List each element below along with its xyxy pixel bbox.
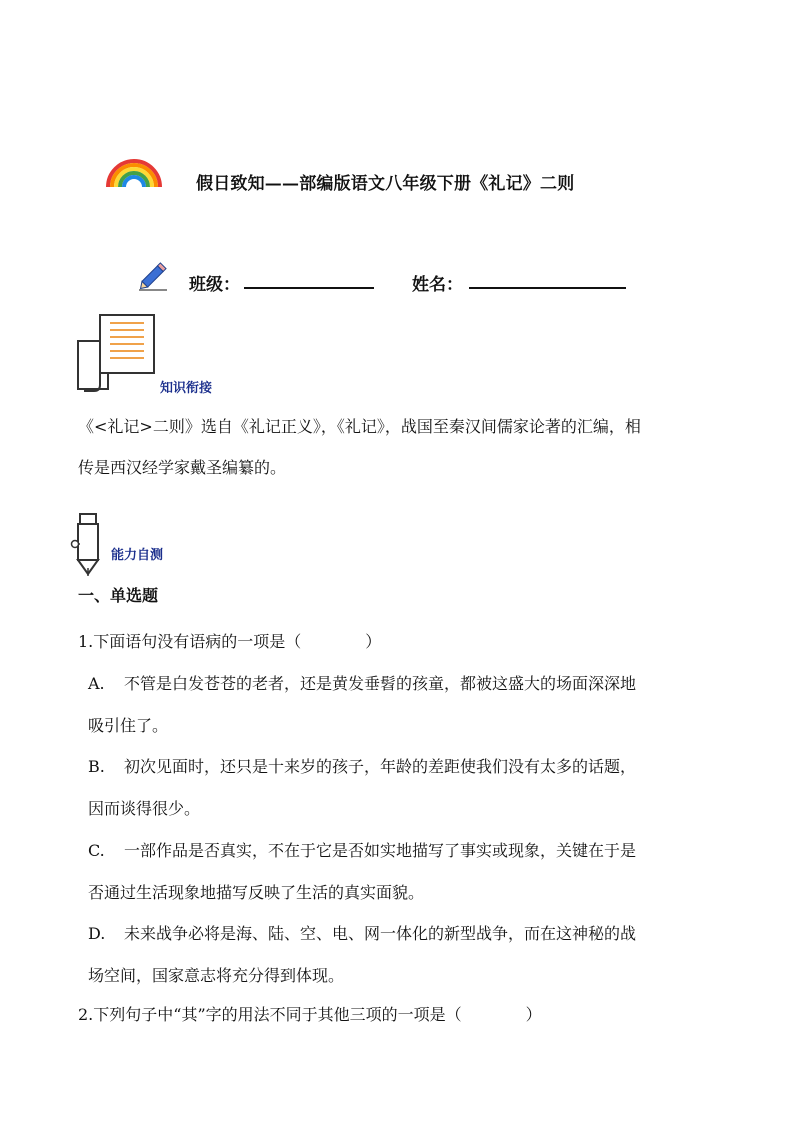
option-c-cont: 否通过生活现象地描写反映了生活的真实面貌。	[88, 883, 425, 902]
scroll-icon	[74, 313, 158, 393]
knowledge-text-line2: 传是西汉经学家戴圣编纂的。	[78, 458, 287, 477]
option-b-cont: 因而谈得很少。	[88, 799, 201, 818]
option-a-cont: 吸引住了。	[88, 716, 169, 735]
name-label: 姓名：	[412, 275, 463, 295]
option-letter: D.	[88, 924, 106, 943]
question-2-stem: 2.下列句子中“其”字的用法不同于其他三项的一项是（ ）	[78, 1005, 542, 1024]
option-b[interactable]	[88, 750, 636, 783]
option-c[interactable]	[88, 834, 636, 867]
option-text: 未来战争必将是海、陆、空、电、网一体化的新型战争，而在这神秘的战	[124, 924, 637, 943]
option-a[interactable]	[88, 667, 636, 700]
section-heading: 一、单选题	[78, 586, 159, 605]
class-input[interactable]	[244, 287, 374, 289]
option-text: 初次见面时，还只是十来岁的孩子，年龄的差距使我们没有太多的话题，	[124, 757, 637, 776]
option-d-cont: 场空间，国家意志将充分得到体现。	[88, 966, 345, 985]
question-1-stem: 1.下面语句没有语病的一项是（ ）	[78, 632, 382, 651]
page-title: 假日致知——部编版语文八年级下册《礼记》二则	[196, 174, 575, 194]
pen-icon	[69, 512, 105, 578]
option-letter: A.	[88, 674, 105, 693]
option-text: 一部作品是否真实，不在于它是否如实地描写了事实或现象，关键在于是	[124, 841, 637, 860]
class-label: 班级：	[189, 275, 240, 295]
knowledge-label: 知识衔接	[160, 381, 213, 396]
option-d[interactable]	[88, 917, 636, 950]
option-letter: C.	[88, 841, 105, 860]
knowledge-text-line1: 《<礼记>二则》选自《礼记正义》，《礼记》，战国至秦汉间儒家论著的汇编，相	[78, 417, 641, 436]
rainbow-icon	[104, 155, 164, 189]
name-input[interactable]	[469, 287, 626, 289]
pencil-icon	[137, 258, 171, 292]
option-text: 不管是白发苍苍的老者，还是黄发垂髫的孩童，都被这盛大的场面深深地	[124, 674, 637, 693]
option-letter: B.	[88, 757, 105, 776]
selftest-label: 能力自测	[111, 548, 164, 563]
